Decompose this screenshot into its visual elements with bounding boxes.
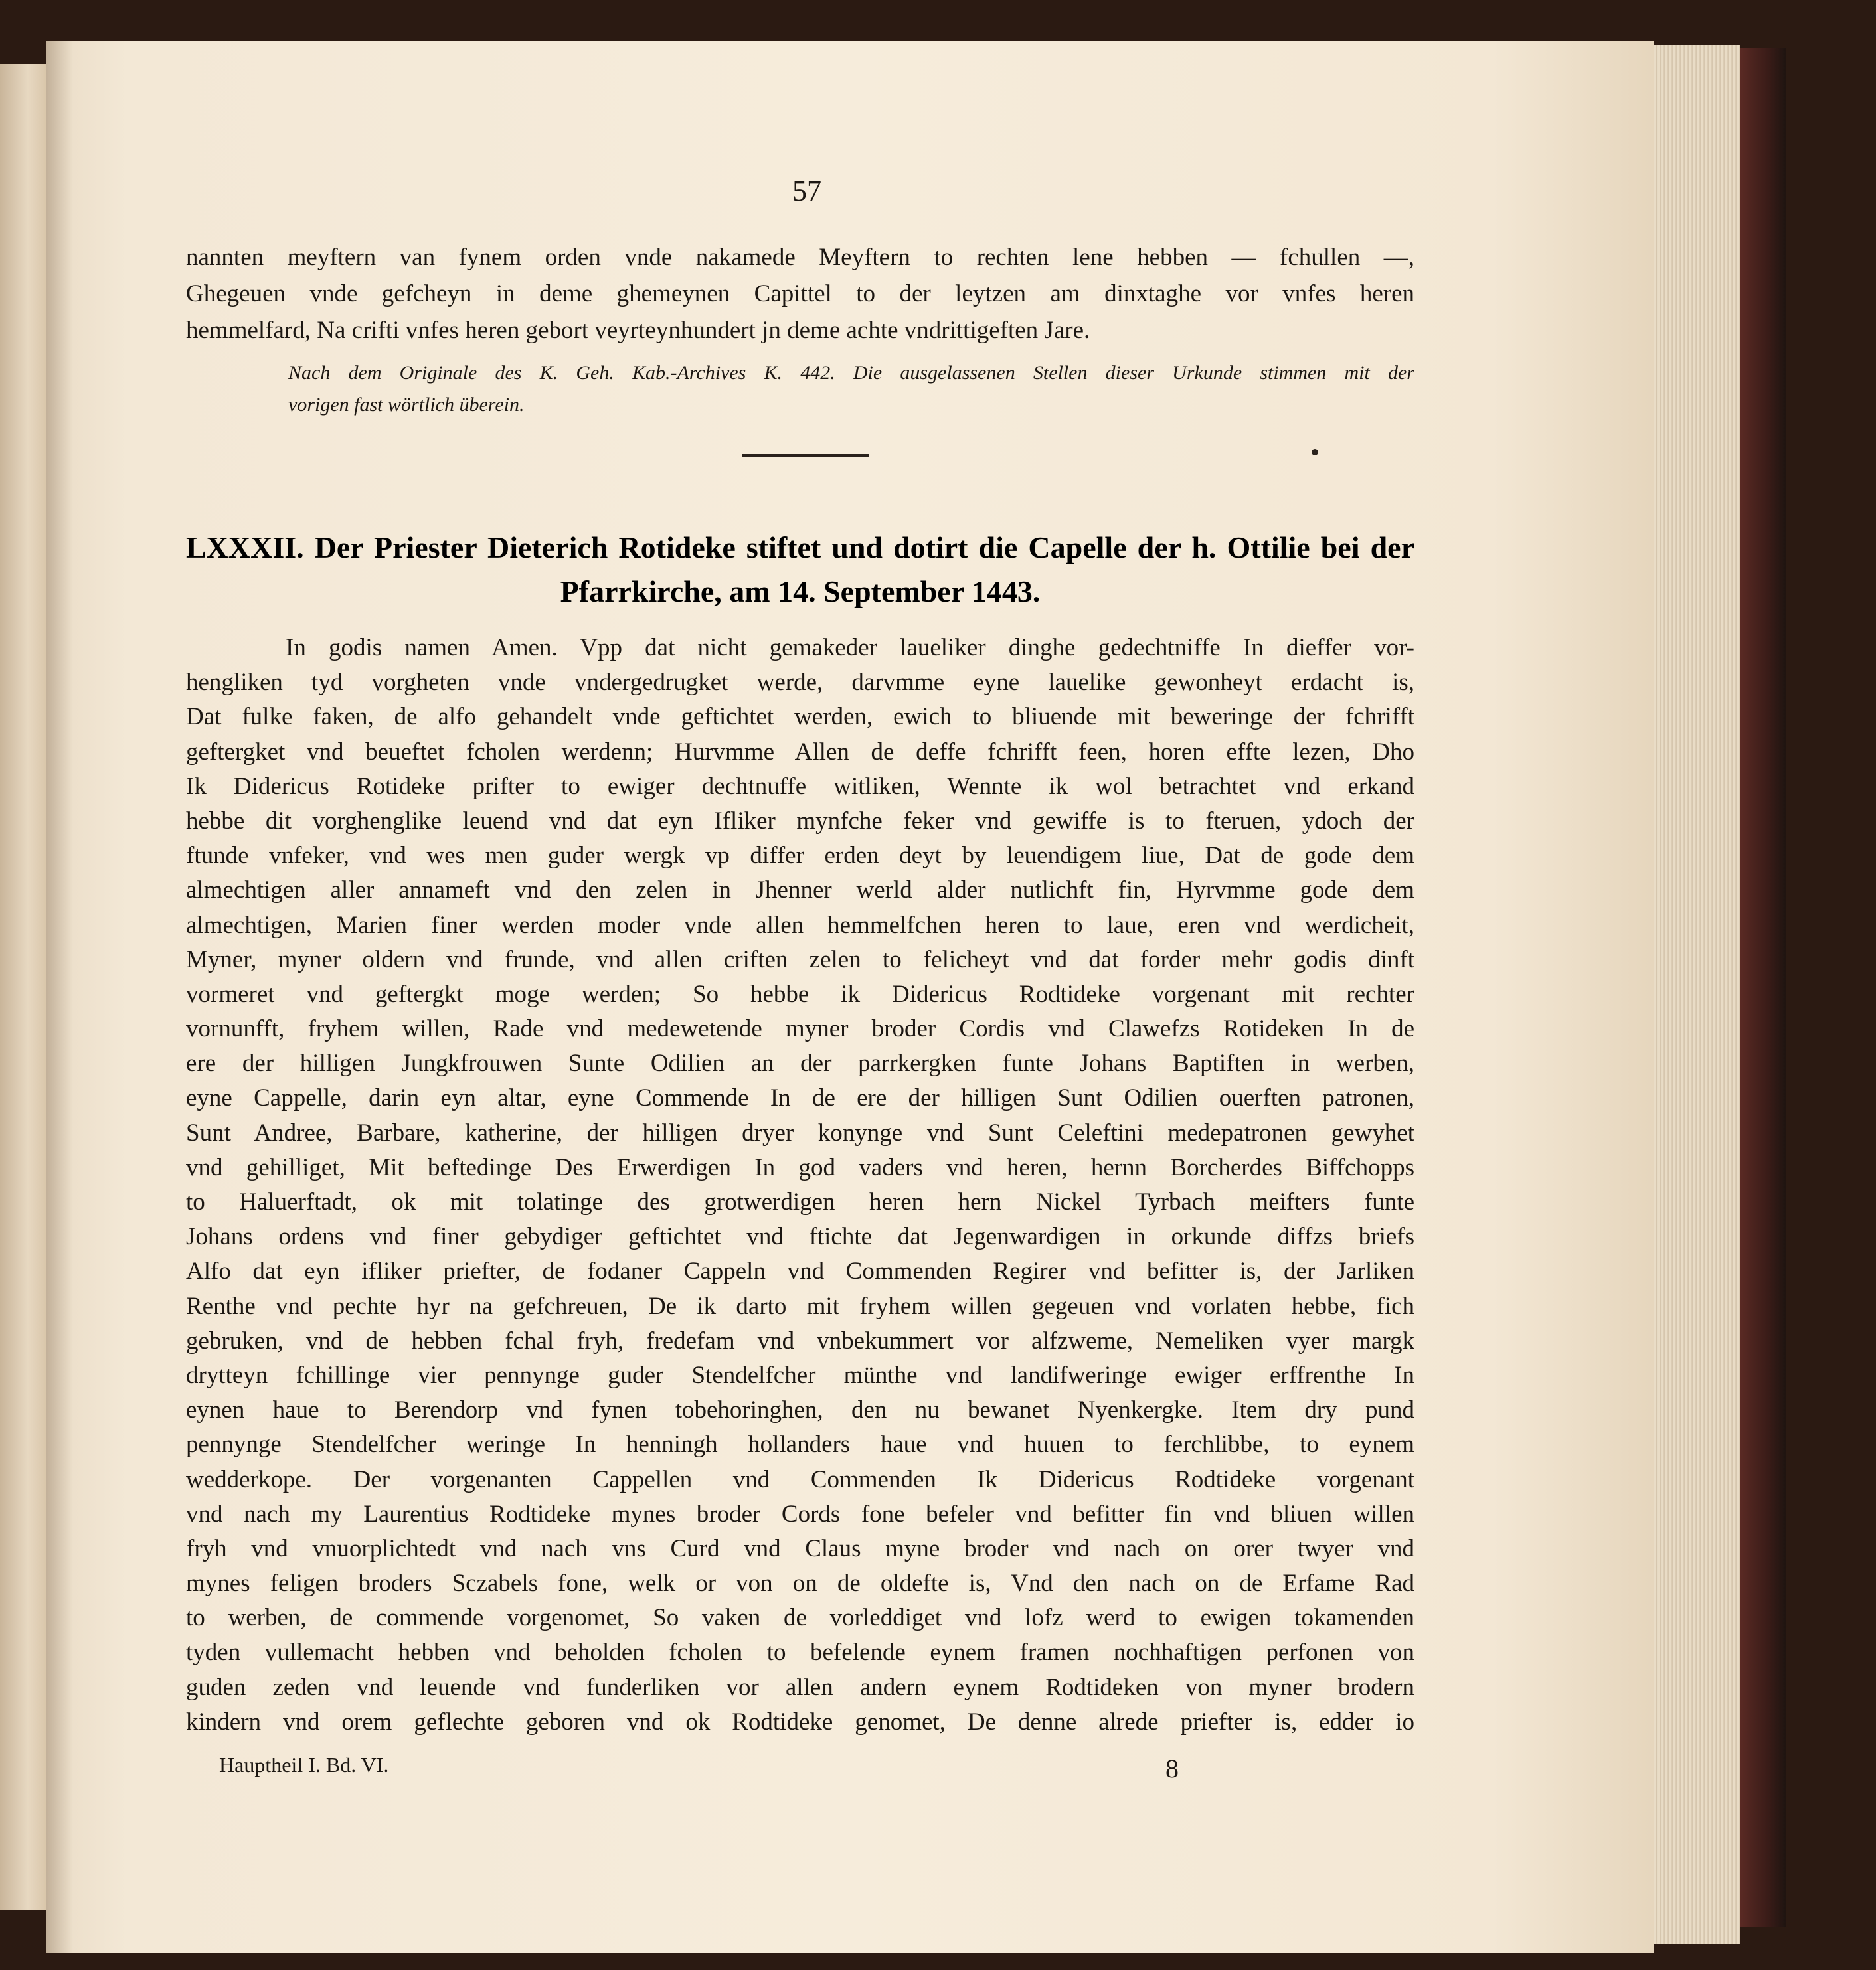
text-line: hemmelfard, Na crifti vnfes heren gebort veyrteynhundert jn deme achte vndrittigeften Jare. xyxy=(186,317,1090,344)
body-line: Sunt Andree, Barbare, katherine, der hilligen dryer konynge vnd Sunt Celeftini medepatronen gewyhet xyxy=(186,1119,1414,1147)
body-line: Renthe vnd pechte hyr na gefchreuen, De ik darto mit fryhem willen gegeuen vnd vorlaten hebbe, fich xyxy=(186,1292,1414,1320)
volume-reference: Hauptheil I. Bd. VI. xyxy=(219,1753,389,1777)
note-line: Nach dem Originale des K. Geh. Kab.-Archives K. 442. Die ausgelassenen Stellen dieser Urkunde stimmen mit der xyxy=(288,362,1414,384)
body-line: Alfo dat eyn ifliker priefter, de fodaner Cappeln vnd Commenden Regirer vnd befitter is, der Jarliken xyxy=(186,1258,1414,1285)
body-line: Ik Didericus Rotideke prifter to ewiger dechtnuffe witliken, Wennte ik wol betrachtet vnd erkand xyxy=(186,772,1414,800)
page-gutter-shadow xyxy=(46,41,73,1953)
note-line: vorigen fast wörtlich überein. xyxy=(288,394,525,416)
body-line: tyden vullemacht hebben vnd beholden fcholen to befelende eynem framen nochhaftigen perfonen von xyxy=(186,1639,1414,1667)
document-heading xyxy=(186,526,1414,614)
body-line: pennynge Stendelfcher weringe In henningh hollanders haue vnd huuen to ferchlibbe, to eynem xyxy=(186,1431,1414,1459)
body-line: guden zeden vnd leuende vnd funderliken vor allen andern eynem Rodtideken von myner brodern xyxy=(186,1673,1414,1701)
body-line: vnd nach my Laurentius Rodtideke mynes broder Cords fone befeler vnd befitter fin vnd bliuen willen xyxy=(186,1500,1414,1528)
signature-mark: 8 xyxy=(1165,1754,1179,1783)
body-line: mynes feligen broders Sczabels fone, welk or von on de oldefte is, Vnd den nach on de Erfame Rad xyxy=(186,1570,1414,1598)
body-line: In godis namen Amen. Vpp dat nicht gemakeder laueliker dinghe gedechtniffe In dieffer vor- xyxy=(286,634,1414,661)
page-footer xyxy=(219,1753,1229,1783)
body-line: Johans ordens vnd finer gebydiger geftichtet vnd ftichte dat Jegenwardigen in orkunde diffzs briefs xyxy=(186,1223,1414,1251)
body-line: vornunfft, fryhem willen, Rade vnd medewetende myner broder Cordis vnd Clawefzs Rotideken In de xyxy=(186,1015,1414,1043)
text-line: Ghegeuen vnde gefcheyn in deme ghemeynen Capittel to der leytzen am dinxtaghe vor vnfes heren xyxy=(186,280,1414,307)
body-line: drytteyn fchillinge vier pennynge guder Stendelfcher münthe vnd landifweringe ewiger erffrenthe In xyxy=(186,1361,1414,1389)
body-line: Dat fulke faken, de alfo gehandelt vnde geftichtet werden, ewich to bliuende mit beweringe der fchrifft xyxy=(186,703,1414,731)
body-line: hengliken tyd vorgheten vnde vndergedrugket werde, darvmme eyne lauelike gewonheyt erdacht is, xyxy=(186,669,1414,697)
body-line: fryh vnd vnuorplichtedt vnd nach vns Curd vnd Claus myne broder vnd nach on orer twyer vnd xyxy=(186,1534,1414,1562)
body-line: wedderkope. Der vorgenanten Cappellen vnd Commenden Ik Didericus Rodtideke vorgenant xyxy=(186,1465,1414,1493)
heading-line-1: LXXXII. Der Priester Dieterich Rotideke stiftet und dotirt die Capelle der h. Ottilie bei der xyxy=(186,531,1414,564)
body-line: ere der hilligen Jungkfrouwen Sunte Odilien an der parrkergken funte Johans Baptiften in werben, xyxy=(186,1050,1414,1078)
body-line: eynen haue to Berendorp vnd fynen tobehoringhen, den nu bewanet Nyenkergke. Item dry pund xyxy=(186,1396,1414,1424)
body-line: to werben, de commende vorgenomet, So vaken de vorleddiget vnd lofz werd to ewigen tokamenden xyxy=(186,1604,1414,1632)
facing-page-edge xyxy=(0,64,46,1910)
body-line: ftunde vnfeker, vnd wes men guder wergk vp differ erden deyt by leuendigem liue, Dat de gode dem xyxy=(186,842,1414,870)
body-line: eyne Cappelle, darin eyn altar, eyne Commende In de ere der hilligen Sunt Odilien ouerften patronen, xyxy=(186,1084,1414,1112)
text-line: nannten meyftern van fynem orden vnde nakamede Meyftern to rechten lene hebben — fchullen —, xyxy=(186,244,1414,271)
body-line: to Haluerftadt, ok mit tolatinge des grotwerdigen heren hern Nickel Tyrbach meifters funte xyxy=(186,1189,1414,1216)
body-line: almechtigen, Marien finer werden moder vnde allen hemmelfchen heren to laue, eren vnd werdicheit, xyxy=(186,911,1414,939)
continuation-text xyxy=(186,239,1414,349)
charter-body xyxy=(186,631,1414,1740)
page-edges xyxy=(1654,45,1740,1944)
page-number: 57 xyxy=(792,175,821,207)
section-divider xyxy=(742,454,869,457)
body-line: hebbe dit vorghenglike leuend vnd dat eyn Ifliker mynfche feker vnd gewiffe is to fteruen, ydoch der xyxy=(186,807,1414,835)
ink-dot xyxy=(1312,449,1318,455)
body-line: gebruken, vnd de hebben fchal fryh, fredefam vnd vnbekummert vor alfzweme, Nemeliken vyer margk xyxy=(186,1327,1414,1354)
body-line: kindern vnd orem geflechte geboren vnd ok Rodtideke genomet, De denne alrede priefter is, edder io xyxy=(186,1708,1414,1736)
body-line: vnd gehilliget, Mit beftedinge Des Erwerdigen In god vaders vnd heren, hernn Borcherdes Biffchopps xyxy=(186,1153,1414,1181)
book-cover xyxy=(1740,48,1786,1927)
body-line: geftergket vnd beueftet fcholen werdenn; Hurvmme Allen de deffe fchrifft feen, horen effte lezen, Dho xyxy=(186,738,1414,766)
body-line: vormeret vnd geftergkt moge werden; So hebbe ik Didericus Rodtideke vorgenant mit rechter xyxy=(186,980,1414,1008)
source-note xyxy=(288,357,1414,421)
body-line: Myner, myner oldern vnd frunde, vnd allen criften zelen to felicheyt vnd dat forder mehr godis dinft xyxy=(186,945,1414,973)
body-line: almechtigen aller annameft vnd den zelen in Jhenner werld alder nutlichft fin, Hyrvmme gode dem xyxy=(186,876,1414,904)
heading-line-2: Pfarrkirche, am 14. September 1443. xyxy=(560,574,1041,608)
